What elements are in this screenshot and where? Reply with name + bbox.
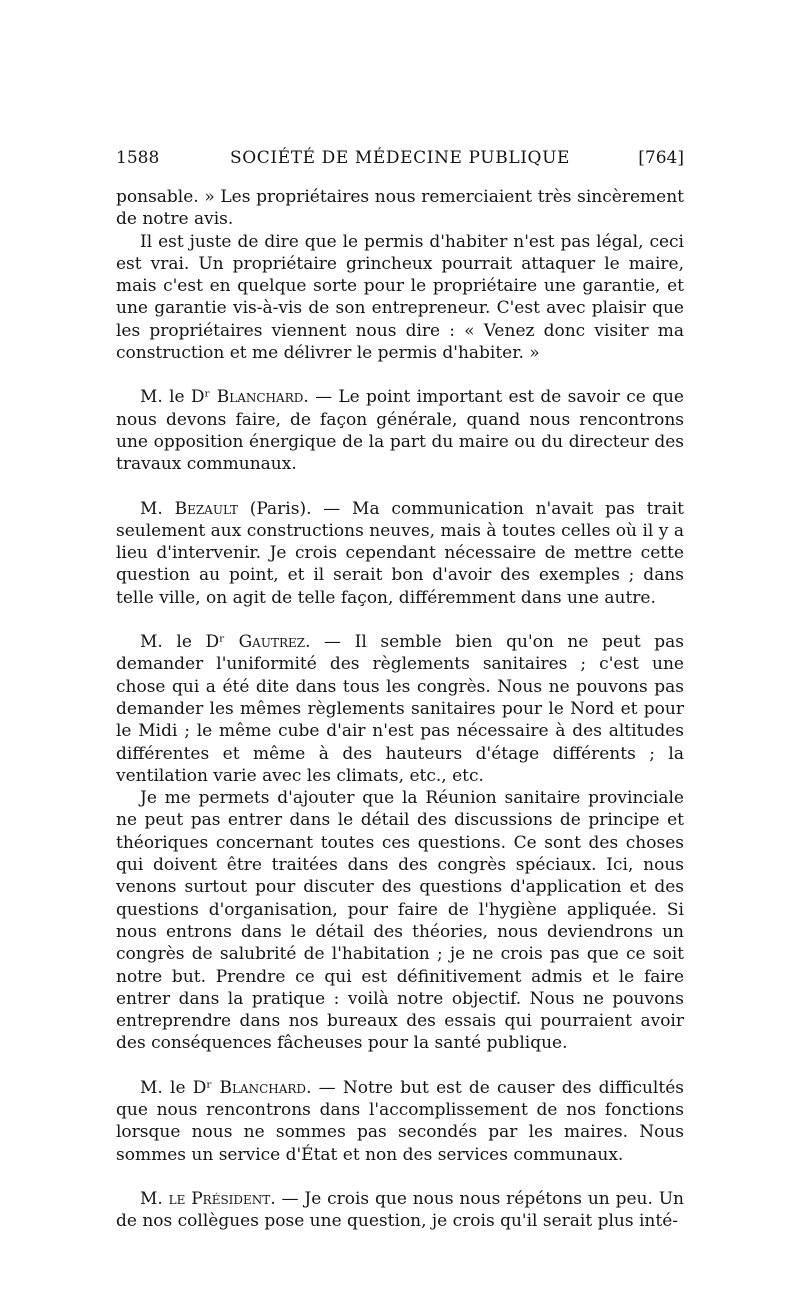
speaker-name: Bezault [174,498,238,519]
paragraph-text: Je me permets d'ajouter que la Réunion sanitaire provinciale ne peut pas entrer dans le détail des discussions de principe et théoriques concernant toutes ces questions. Ce sont des choses qui doivent être traitées dans des congrès spéciaux. Ici, nous venons surtout pour discuter des questions d'application et des questions d'organisation, pour faire de l'hygiène appliquée. Si nous entrons dans le détail des théories, nous deviendrons un congrès de salubrité de l'habitation ; je ne crois pas que ce soit notre but. Prendre ce qui est définitivement admis et le faire entrer dans la pratique : voilà notre objectif. Nous ne pouvons entreprendre dans nos bureaux des essais qui pourraient avoir des conséquences fâcheuses pour la santé publique. [116,788,684,1054]
speech-blanchard-1 [116,386,684,475]
speaker-prefix: M. le Dʳ [140,632,239,653]
paragraph [116,186,684,231]
speech-president [116,1188,684,1233]
speaker-name: Blanchard [219,1077,307,1098]
speech-gautrez [116,631,684,787]
speaker-prefix: M. le Dʳ [140,1077,220,1098]
speaker-prefix: M. le Dʳ [140,387,217,408]
paragraph-text: . — Le point important est de savoir ce que nous devons faire, de façon générale, quand nous rencontrons une opposition énergique de la part du maire ou du directeur des travaux communaux. [116,387,684,475]
speaker-name: Gautrez [238,632,306,653]
running-header [116,144,684,172]
speech-blanchard-2 [116,1077,684,1166]
paragraph-text: Il est juste de dire que le permis d'habiter n'est pas légal, ceci est vrai. Un propriétaire grincheux pourrait attaquer le maire, mais c'est en quelque sorte pour le propriétaire une garantie, et une garantie vis-à-vis de son entrepreneur. C'est avec plaisir que les propriétaires viennent nous dire : « Venez donc visiter ma construction et me délivrer le permis d'habiter. » [116,231,684,364]
paragraph-text: . — Notre but est de causer des difficultés que nous rencontrons dans l'accomplissement de nos fonctions lorsque nous ne sommes pas secondés par les maires. Nous sommes un service d'État et non des services communaux. [116,1077,684,1165]
speech-bezault [116,498,684,609]
reference-number: [764] [638,148,684,168]
speaker-prefix: M. [140,498,175,519]
running-title: SOCIÉTÉ DE MÉDECINE PUBLIQUE [229,148,570,168]
paragraph-text: . — Je crois que nous nous répétons un peu. Un de nos collègues pose une question, je crois qu'il serait plus inté- [116,1188,684,1232]
speaker-prefix: M. [140,1188,169,1209]
paragraph [116,787,684,1055]
paragraph-text: ponsable. » Les propriétaires nous remerciaient très sincèrement de notre avis. [116,187,684,230]
paragraph [116,231,684,365]
speaker-name: le Président [168,1188,271,1209]
paragraph-text: . — Il semble bien qu'on ne peut pas demander l'uniformité des règlements sanitaires ; c'est une chose qui a été dite dans tous les congrès. Nous ne pouvons pas demander les mêmes règlements sanitaires pour le Nord et pour le Midi ; le même cube d'air n'est pas nécessaire à des altitudes différentes et même à des hauteurs d'étage différents ; la ventilation varie avec les climats, etc., etc. [116,632,685,786]
body-text [116,186,684,1232]
speaker-name: Blanchard [216,387,304,408]
page-number: 1588 [116,148,160,168]
paragraph-text: (Paris). — Ma communication n'avait pas trait seulement aux constructions neuves, mais à toutes celles où il y a lieu d'intervenir. Je crois cependant nécessaire de mettre cette question au point, et il serait bon d'avoir des exemples ; dans telle ville, on agit de telle façon, différemment dans une autre. [116,498,684,608]
